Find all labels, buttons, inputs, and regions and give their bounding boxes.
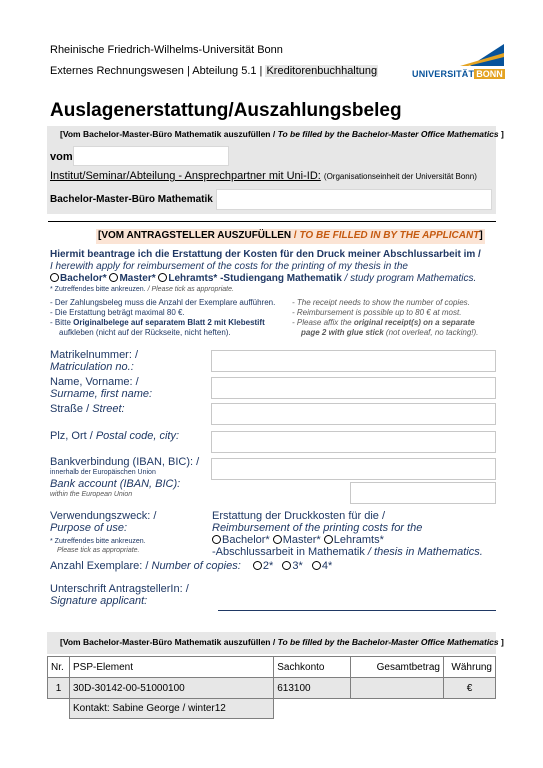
city-input[interactable] <box>211 431 496 453</box>
city-label: Plz, Ort / Postal code, city: <box>50 430 179 442</box>
signature-line[interactable] <box>218 610 496 611</box>
university-name: Rheinische Friedrich-Wilhelms-Universität Bonn <box>50 44 283 56</box>
department-prefix: Externes Rechnungswesen | Abteilung 5.1 | <box>50 65 263 77</box>
purpose-label: Verwendungszweck: / Purpose of use: * Zutreffendes bitte ankreuzen. Please tick as appropriate. <box>50 510 157 554</box>
copies-radio-4[interactable] <box>312 561 321 570</box>
logo-icon <box>412 42 506 68</box>
vom-label: vom <box>50 151 73 163</box>
header-nr: Nr. <box>48 657 70 678</box>
section-divider <box>48 221 496 222</box>
header-gesamtbetrag: Gesamtbetrag <box>351 657 444 678</box>
bank-label: Bankverbindung (IBAN, BIC): / innerhalb der Europäischen Union Bank account (IBAN, BIC): within the European Union <box>50 456 200 498</box>
office-field[interactable] <box>216 189 492 210</box>
purpose-text: Erstattung der Druckkosten für die / Reimbursement of the printing costs for the Bachelor* Master* Lehramts* -Abschlussarbeit in Mathematik / thesis in Mathematics. <box>212 510 483 558</box>
matrikel-input[interactable] <box>211 350 496 372</box>
signature-label: Unterschrift AntragstellerIn: / Signature applicant: <box>50 583 189 607</box>
header-waehrung: Währung <box>443 657 495 678</box>
university-logo <box>412 42 506 82</box>
cell-nr: 1 <box>48 678 70 699</box>
rules-en: - The receipt needs to show the number of copies. - Reimbursement is possible up to 80 € at most. - Please affix the original receipt(s) on a separate page 2 with glue stick (not overleaf, no tacking!). <box>292 298 479 337</box>
bic-input[interactable] <box>350 482 496 504</box>
department-line <box>50 65 378 77</box>
purpose-radio-master[interactable] <box>273 535 282 544</box>
table-header-row <box>48 657 496 678</box>
payment-table <box>47 656 496 699</box>
vom-field[interactable] <box>73 146 229 166</box>
intro-line-en: I herewith apply for reimbursement of the costs for the printing of my thesis in the <box>50 261 408 272</box>
radio-bachelor[interactable] <box>50 273 59 282</box>
office-label: Bachelor-Master-Büro Mathematik <box>50 194 213 205</box>
header-sachkonto: Sachkonto <box>274 657 351 678</box>
contact-label-line: Institut/Seminar/Abteilung - Ansprechpartner mit Uni-ID: (Organisationseinheit der Universität Bonn) <box>50 170 477 182</box>
copies-radio-3[interactable] <box>282 561 291 570</box>
cell-sachkonto: 613100 <box>274 678 351 699</box>
header-psp: PSP-Element <box>69 657 273 678</box>
table-row <box>48 678 496 699</box>
name-input[interactable] <box>211 377 496 399</box>
applicant-banner: [VOM ANTRAGSTELLER AUSZUFÜLLEN / TO BE FILLED IN BY THE APPLICANT] <box>96 229 485 244</box>
street-input[interactable] <box>211 403 496 425</box>
rules-de: - Der Zahlungsbeleg muss die Anzahl der Exemplare aufführen. - Die Erstattung beträgt maximal 80 €. - Bitte Originalbelege auf separatem Blatt 2 mit Klebestift aufkleben (nicht auf der Rückseite, nicht heften). <box>50 298 276 337</box>
street-label: Straße / Street: <box>50 403 125 415</box>
office-section-heading: [Vom Bachelor-Master-Büro Mathematik auszufüllen / To be filled by the Bachelor-Master Office Mathematics ] <box>60 129 504 139</box>
radio-master[interactable] <box>109 273 118 282</box>
name-label: Name, Vorname: / Surname, first name: <box>50 376 153 400</box>
department-unit: Kreditorenbuchhaltung <box>266 65 378 77</box>
purpose-radio-bachelor[interactable] <box>212 535 221 544</box>
cell-gesamtbetrag[interactable] <box>351 678 444 699</box>
logo-wordmark: UNIVERSITÄT BONN <box>412 69 503 79</box>
radio-lehramt[interactable] <box>158 273 167 282</box>
copies-row: Anzahl Exemplare: / Number of copies: 2* 3* 4* <box>50 560 333 572</box>
cell-psp: 30D-30142-00-51000100 <box>69 678 273 699</box>
iban-input[interactable] <box>211 458 496 480</box>
bottom-office-heading: [Vom Bachelor-Master-Büro Mathematik auszufüllen / To be filled by the Bachelor-Master Office Mathematics ] <box>60 637 504 647</box>
contact-cell: Kontakt: Sabine George / winter12 <box>69 698 274 719</box>
matrikel-label: Matrikelnummer: / Matriculation no.: <box>50 349 139 373</box>
purpose-radio-lehramt[interactable] <box>324 535 333 544</box>
copies-radio-2[interactable] <box>253 561 262 570</box>
tick-note: * Zutreffendes bitte ankreuzen. / Please tick as appropriate. <box>50 286 234 293</box>
degree-options: Bachelor* Master* Lehramts* -Studiengang Mathematik / study program Mathematics. <box>50 273 476 284</box>
page-title: Auslagenerstattung/Auszahlungsbeleg <box>50 100 402 121</box>
intro-line-de: Hiermit beantrage ich die Erstattung der Kosten für den Druck meiner Abschlussarbeit im / <box>50 249 481 260</box>
cell-waehrung: € <box>443 678 495 699</box>
